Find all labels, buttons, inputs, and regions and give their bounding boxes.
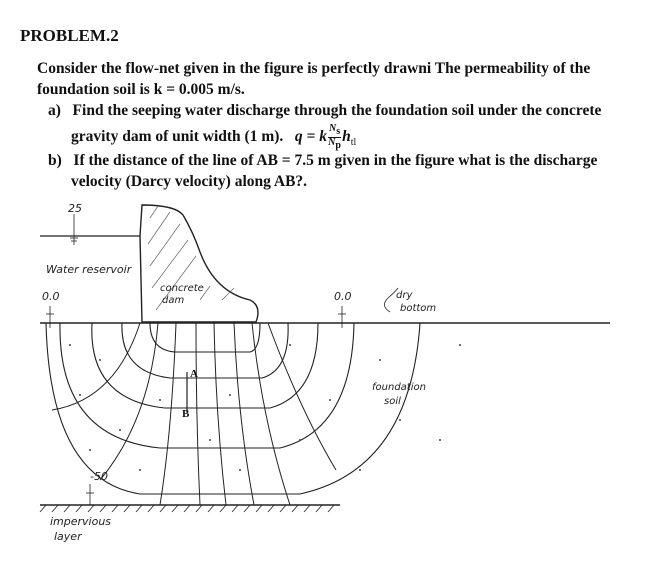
point-a-label: A <box>190 368 198 380</box>
part-a-label: a) <box>48 102 61 119</box>
flow-lines <box>46 323 420 494</box>
dam-label: dam <box>162 295 185 306</box>
foundation-label: foundation <box>372 382 426 393</box>
dry-label: dry <box>396 290 413 301</box>
soil-label: soil <box>384 396 401 407</box>
bottom-label: bottom <box>400 303 437 314</box>
point-b-label: B <box>182 408 190 420</box>
intro-line-2: foundation soil is k = 0.005 m/s. <box>37 81 245 98</box>
elev-bottom-label: -50 <box>90 470 108 483</box>
impervious-label: impervious <box>50 515 112 528</box>
formula-h: h <box>342 128 351 146</box>
elev-left-ground-label: 0.0 <box>42 290 60 303</box>
intro-line-1: Consider the flow-net given in the figure is perfectly drawni The permeability of the <box>37 60 591 77</box>
part-a-text-1: Find the seeping water discharge through the foundation soil under the concrete <box>72 102 602 119</box>
part-a-text-2: gravity dam of unit width (1 m). <box>71 128 284 146</box>
part-b-text-1: If the distance of the line of AB = 7.5 m given in the figure what is the discharge <box>73 152 598 169</box>
formula-h-sub: tl <box>350 137 357 149</box>
water-reservoir-label: Water reservoir <box>46 263 132 276</box>
part-b-line-2: velocity (Darcy velocity) along AB?. <box>71 173 308 190</box>
concrete-label: concrete <box>160 283 204 294</box>
elev-upstream-label: 25 <box>68 202 82 215</box>
formula-den-sub: p <box>335 140 341 151</box>
formula-num: N <box>328 123 337 134</box>
dam-outline <box>140 205 258 322</box>
formula-num-sub: s <box>336 126 341 137</box>
formula-lhs: q = k <box>294 128 327 146</box>
problem-title: PROBLEM.2 <box>20 26 119 45</box>
formula-den: N <box>328 137 336 148</box>
layer-label: layer <box>54 530 82 543</box>
elev-right-ground-label: 0.0 <box>334 290 352 303</box>
part-b-label: b) <box>48 152 62 169</box>
